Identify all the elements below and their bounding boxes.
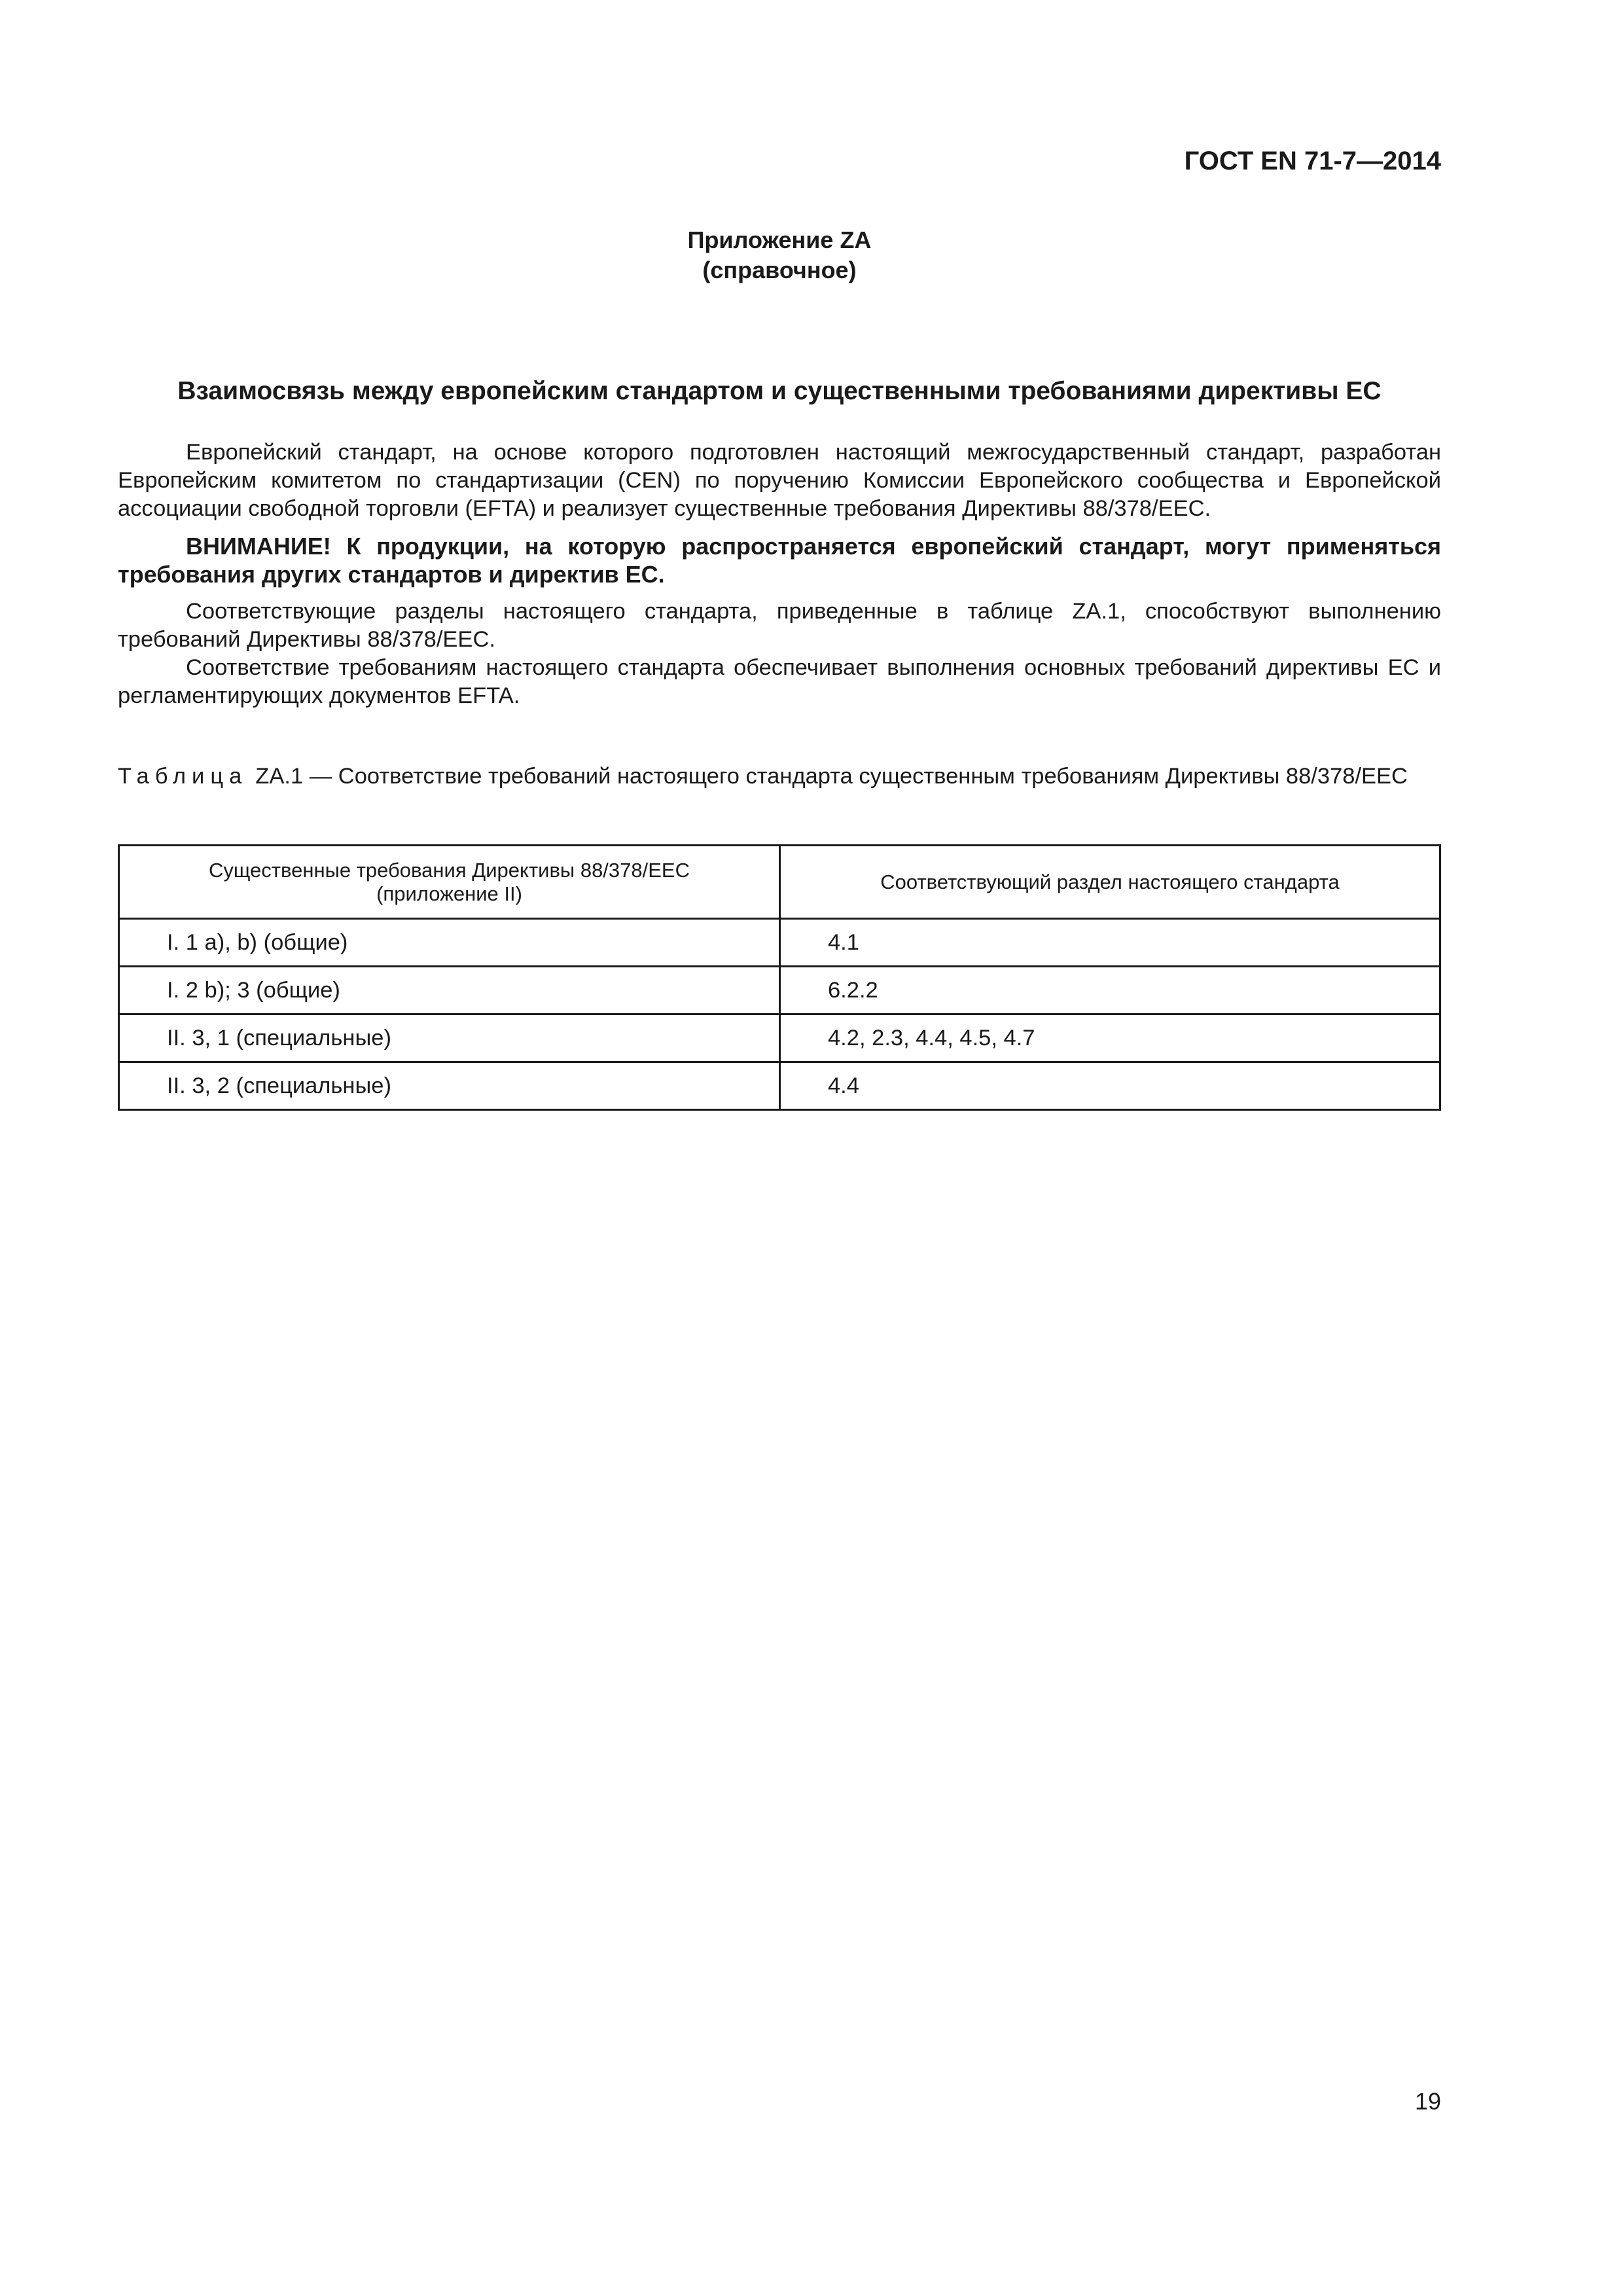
table-caption: [118, 762, 1441, 791]
table-header-row: [119, 846, 1440, 919]
section-cell: 4.2, 2.3, 4.4, 4.5, 4.7: [780, 1014, 1440, 1062]
table-row: [119, 919, 1440, 967]
section-cell: 4.4: [780, 1062, 1440, 1110]
section-cell: 4.1: [780, 919, 1440, 967]
header-requirements-line2: (приложение II): [376, 882, 522, 905]
header-requirements: [119, 846, 780, 919]
table-caption-label: Таблица: [118, 764, 248, 789]
table-row: [119, 967, 1440, 1014]
annex-title: Приложение ZA: [687, 226, 872, 253]
body-text: [118, 439, 1441, 710]
paragraph-sections: Соответствующие разделы настоящего стандарта, приведенные в таблице ZA.1, способствуют выполнению требований Директивы 88/378/EEC.: [118, 599, 1441, 652]
requirement-cell: II. 3, 1 (специальные): [119, 1014, 780, 1062]
paragraph-warning: ВНИМАНИЕ! К продукции, на которую распространяется европейский стандарт, могут применяться требования других стандартов и директив ЕС.: [118, 533, 1441, 588]
document-code: ГОСТ EN 71-7—2014: [1184, 147, 1441, 175]
requirements-table: [118, 844, 1441, 1111]
table-row: [119, 1062, 1440, 1110]
paragraph-compliance: Соответствие требованиям настоящего стандарта обеспечивает выполнения основных требований директивы ЕС и регламентирующих документов EFTA.: [118, 655, 1441, 708]
header-section: Соответствующий раздел настоящего стандарта: [780, 846, 1440, 919]
page-number: 19: [1414, 2088, 1441, 2115]
table-caption-text: ZA.1 — Соответствие требований настоящего стандарта существенным требованиям Директивы 88/378/EEC: [255, 764, 1408, 789]
requirement-cell: I. 2 b); 3 (общие): [119, 967, 780, 1014]
annex-status: (справочное): [702, 257, 857, 283]
requirement-cell: I. 1 а), b) (общие): [119, 919, 780, 967]
paragraph-origin: Европейский стандарт, на основе которого подготовлен настоящий межгосударственный стандарт, разработан Европейским комитетом по стандартизации (CEN) по поручению Комиссии Европейского сообщества и Европейской ассоциации свободной торговли (EFTA) и реализует существенные требования Директивы 88/378/EEC.: [118, 440, 1441, 521]
section-title: Взаимосвязь между европейским стандартом и существенными требованиями директивы ЕС: [177, 377, 1382, 405]
header-requirements-line1: Существенные требования Директивы 88/378/EEC: [209, 858, 690, 882]
requirement-cell: II. 3, 2 (специальные): [119, 1062, 780, 1110]
section-cell: 6.2.2: [780, 967, 1440, 1014]
table-row: [119, 1014, 1440, 1062]
annex-heading: [118, 225, 1441, 285]
